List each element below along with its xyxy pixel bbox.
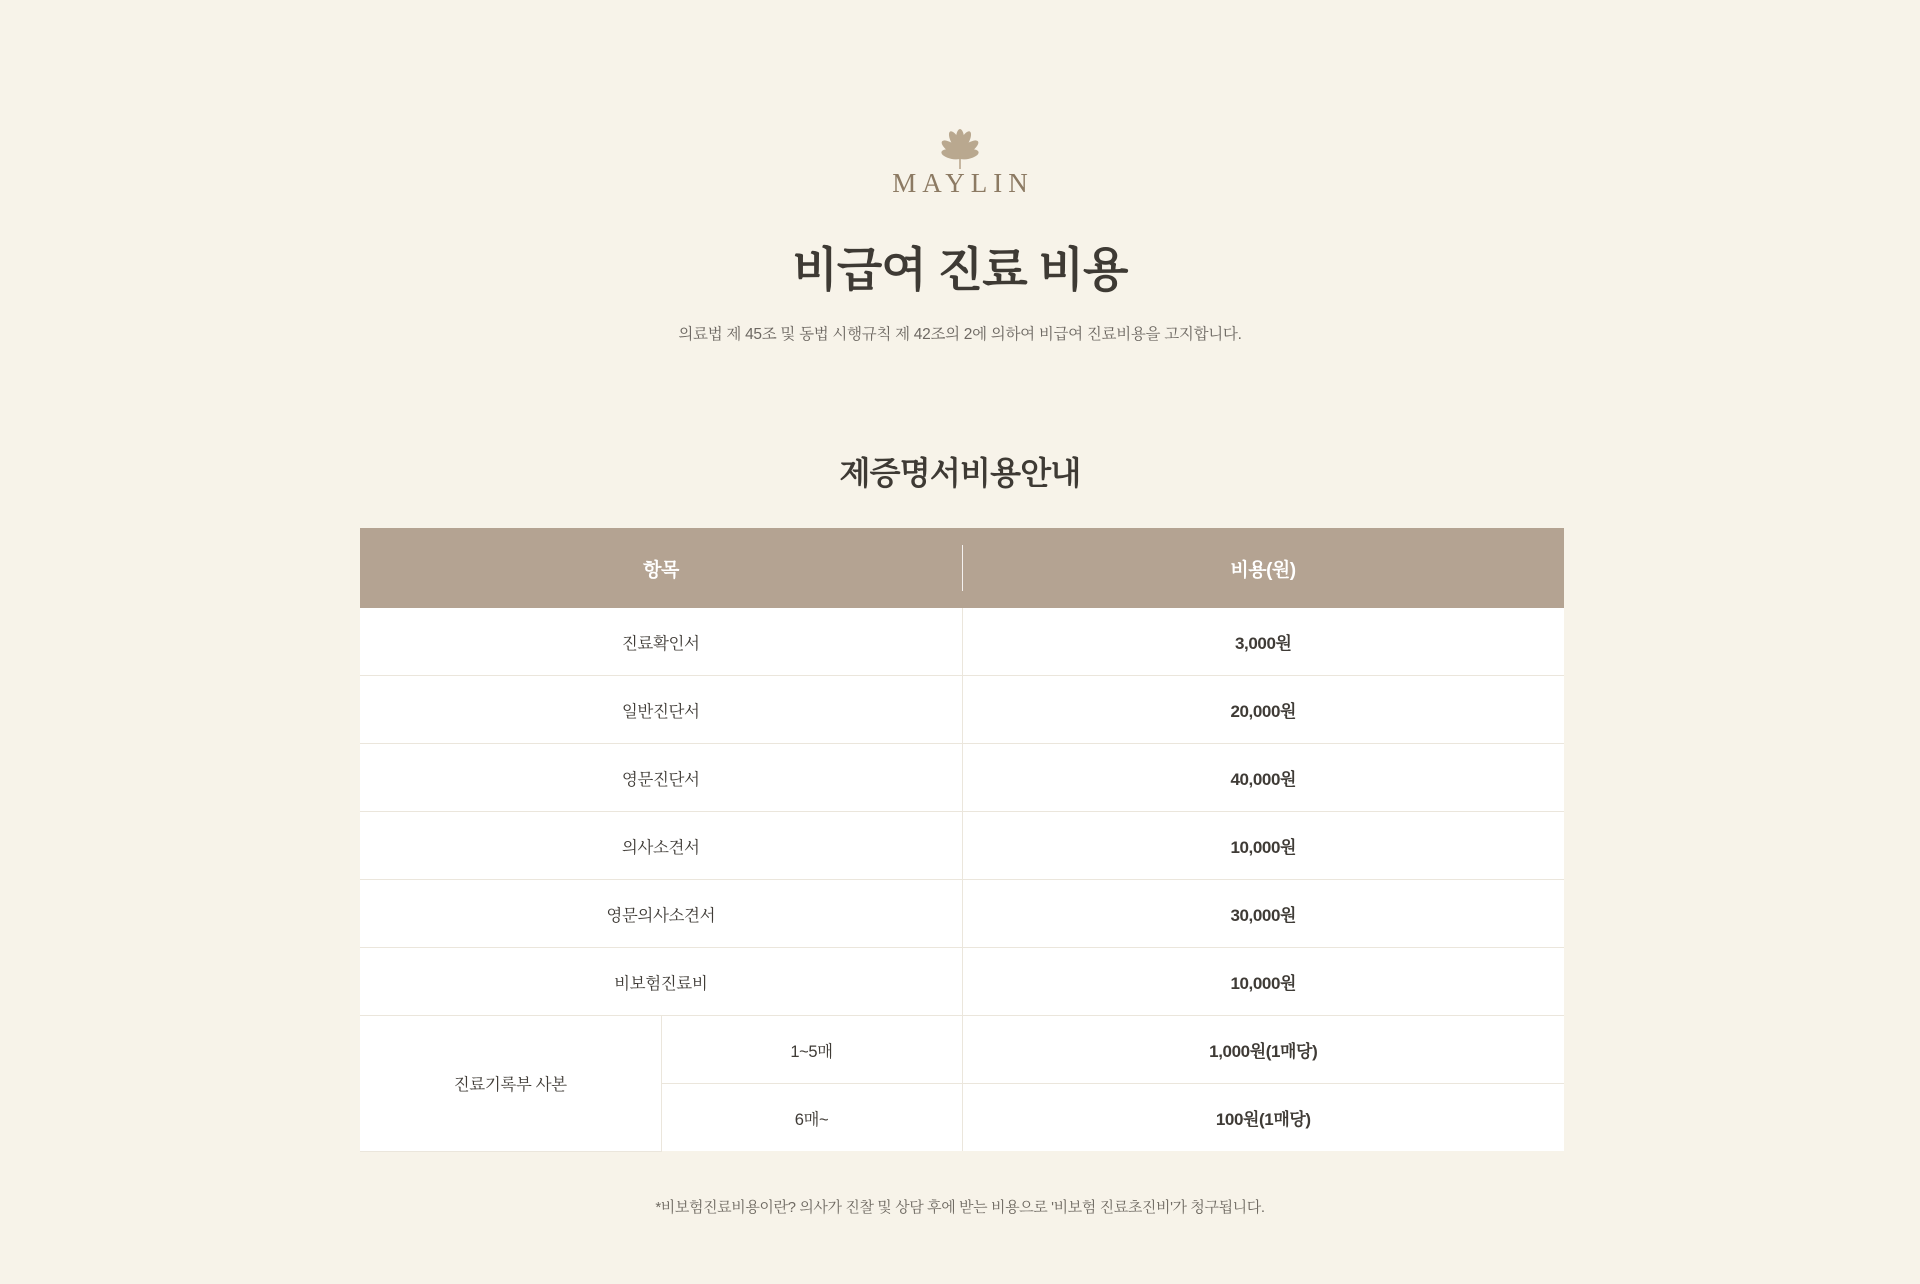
table-row [360,744,1564,812]
table-row-grouped [360,1016,1564,1084]
cell-item-group: 진료기록부 사본 [360,1016,661,1152]
cell-item: 진료확인서 [360,608,962,676]
table-body [360,608,1564,1151]
brand-logo [0,0,1920,199]
cell-price: 20,000원 [962,676,1564,744]
cell-price: 10,000원 [962,948,1564,1016]
section-title: 제증명서비용안내 [839,455,1081,491]
cell-item: 비보험진료비 [360,948,962,1016]
table-row [360,880,1564,948]
table-row [360,676,1564,744]
cell-price: 3,000원 [962,608,1564,676]
cell-price: 1,000원(1매당) [962,1016,1564,1084]
lotus-flower-icon [925,128,995,170]
brand-name: MAYLIN [892,168,1034,198]
page-subtitle: 의료법 제 45조 및 동법 시행규칙 제 42조의 2에 의하여 비급여 진료비용을 고지합니다. [678,326,1242,343]
footnote: *비보험진료비용이란? 의사가 진찰 및 상담 후에 받는 비용으로 '비보험 진료초진비'가 청구됩니다. [655,1198,1265,1216]
cell-item: 의사소견서 [360,812,962,880]
column-header-price: 비용(원) [962,528,1564,608]
cell-price: 40,000원 [962,744,1564,812]
cell-price: 30,000원 [962,880,1564,948]
page-title: 비급여 진료 비용 [792,243,1128,296]
cell-item: 영문의사소견서 [360,880,962,948]
cell-item: 일반진단서 [360,676,962,744]
table-row [360,812,1564,880]
cell-item: 영문진단서 [360,744,962,812]
cell-subitem: 1~5매 [661,1016,962,1084]
cell-price: 10,000원 [962,812,1564,880]
price-table [360,528,1564,1152]
cell-price: 100원(1매당) [962,1084,1564,1152]
table-row [360,608,1564,676]
column-header-item: 항목 [360,528,962,608]
table-header [360,528,1564,608]
cell-subitem: 6매~ [661,1084,962,1152]
table-header-row [360,528,1564,608]
price-table-wrap [360,528,1560,1152]
table-row [360,948,1564,1016]
